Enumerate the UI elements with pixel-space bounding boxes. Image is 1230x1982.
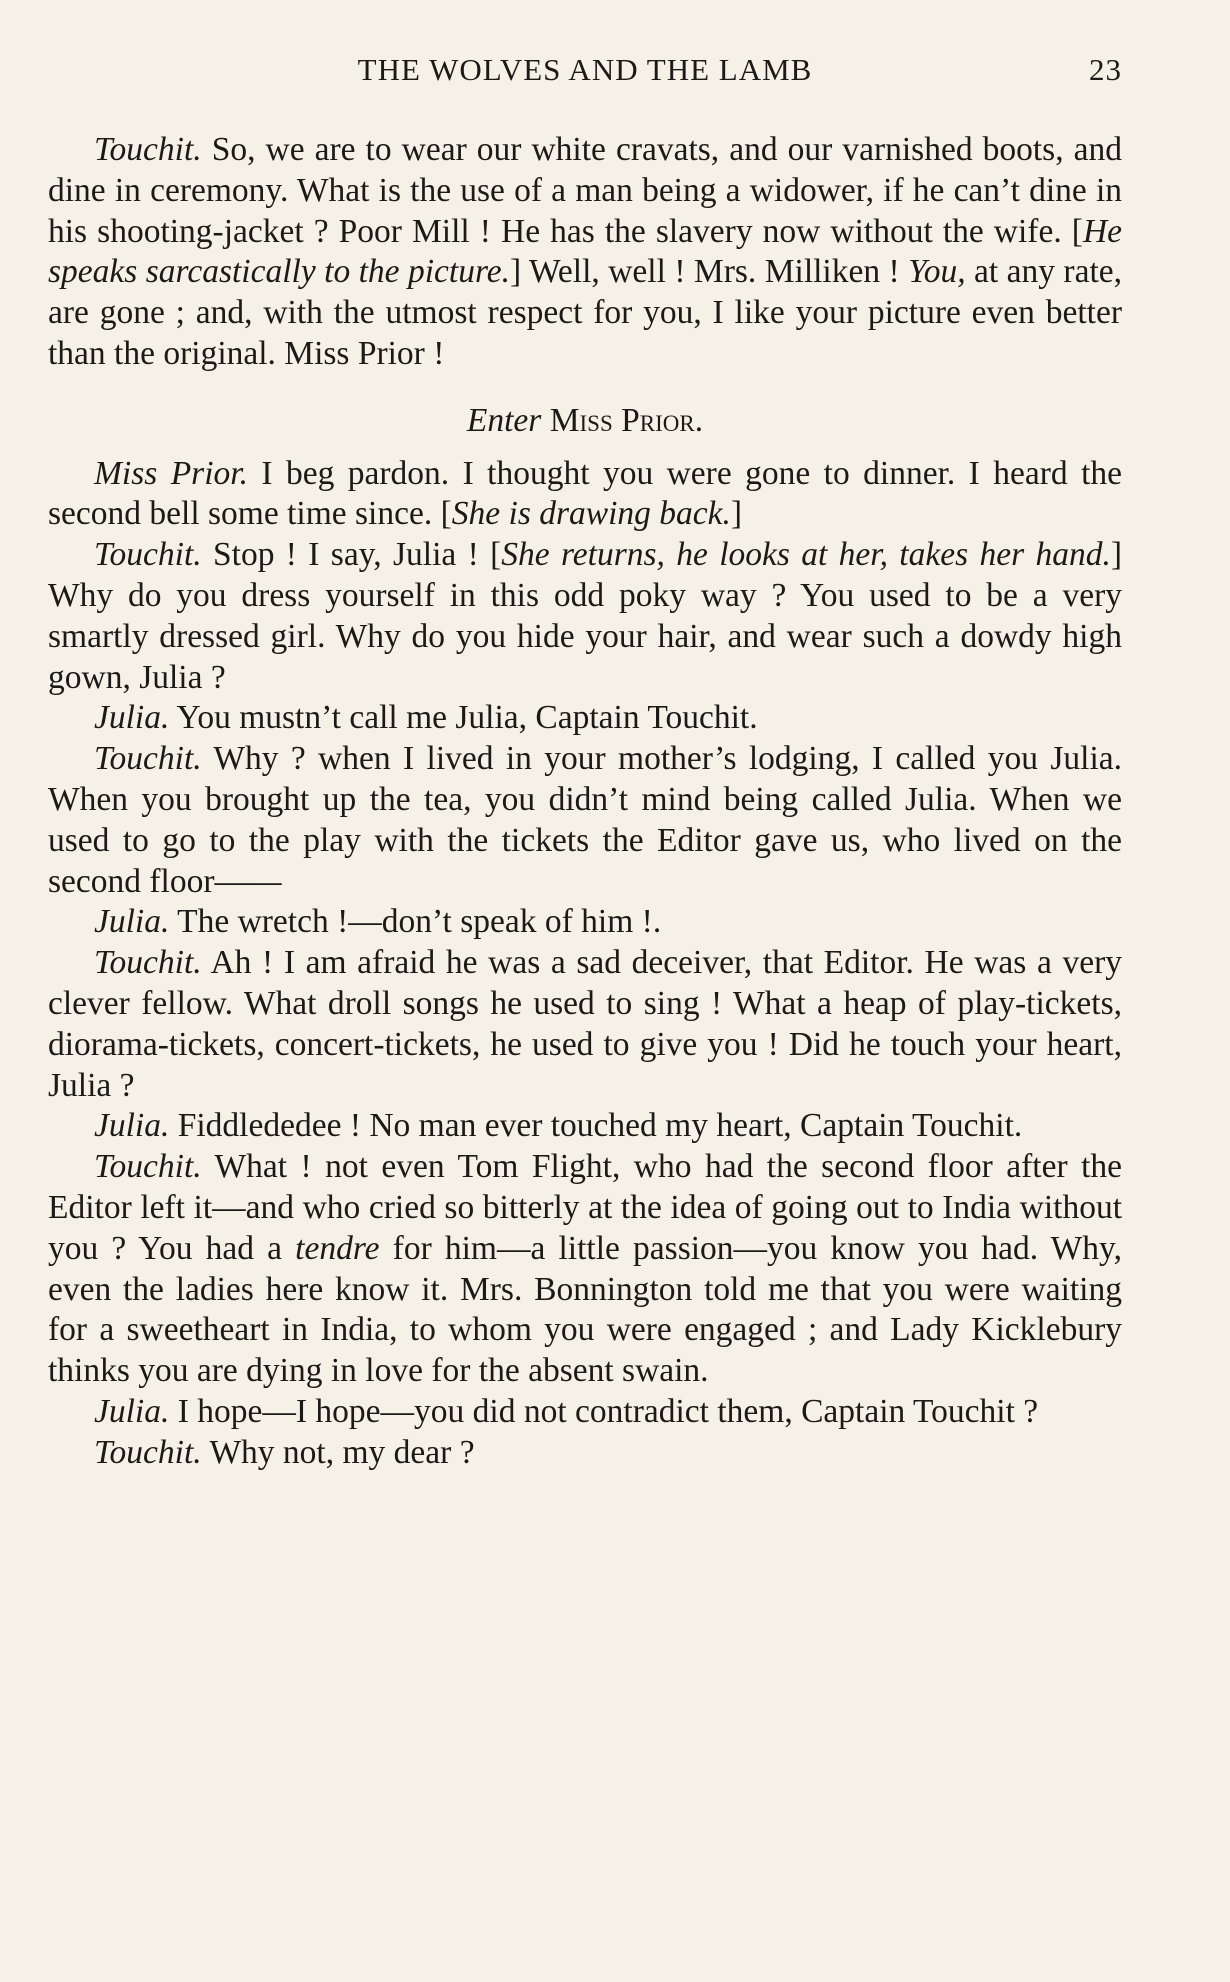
paragraph-touchit-1 — [48, 130, 1122, 375]
page-number: 23 — [1089, 52, 1122, 87]
paragraph-touchit-6 — [48, 1433, 1122, 1474]
paragraph-julia-4 — [48, 1392, 1122, 1433]
speaker-name: Touchit. — [94, 740, 202, 778]
dialogue-text: ] Why do you dress yourself in this odd poky way ? You used to be a very smartly dressed girl. Why do you hide your hair, and wear such a dowdy high gown, Julia ? — [48, 536, 1123, 696]
dialogue-text: ] — [730, 495, 743, 533]
dialogue-text: Ah ! I am afraid he was a sad deceiver, that Editor. He was a very clever fellow. What droll songs he used to sing ! What a heap of play-tickets, diorama-tickets, concert-tickets, he used to give you ! Did he touch your heart, Julia ? — [48, 944, 1122, 1104]
stage-direction: He speaks sarcastically to the picture. — [48, 212, 1122, 291]
paragraph-julia-3 — [48, 1106, 1122, 1147]
speaker-name: Touchit. — [94, 1148, 202, 1186]
speaker-name: Julia. — [94, 699, 170, 737]
speaker-name: Touchit. — [94, 944, 202, 982]
speaker-name: Touchit. — [94, 131, 202, 168]
entering-character: Miss Prior. — [541, 401, 704, 439]
speaker-name: Touchit. — [94, 1433, 202, 1471]
dialogue-text: at any rate, are gone ; and, with the utmost respect for you, I like your picture even better than the original. Miss Prior ! — [48, 253, 1123, 372]
dialogue-text: What ! not even Tom Flight, who had the second floor after the Editor left it—and who cried so bitterly at the idea of going out to India without you ? You had a — [48, 1148, 1122, 1267]
dialogue-text: I beg pardon. I thought you were gone to dinner. I heard the second bell some time since. [ — [48, 454, 1122, 533]
running-header — [48, 52, 1122, 102]
paragraph-touchit-4 — [48, 943, 1122, 1106]
paragraph-julia-2 — [48, 902, 1122, 943]
emphasis-text: You, — [908, 253, 966, 291]
dialogue-text: Why ? when I lived in your mother’s lodging, I called you Julia. When you brought up the tea, you didn’t mind being called Julia. When we used to go to the play with the tickets the Editor gave us, who lived on the second floor—— — [48, 740, 1122, 900]
enter-word: Enter — [466, 401, 542, 439]
running-title: THE WOLVES AND THE LAMB — [357, 52, 813, 87]
paragraph-touchit-5 — [48, 1147, 1122, 1392]
paragraph-miss-prior — [48, 454, 1122, 536]
dialogue-text: So, we are to wear our white cravats, and our varnished boots, and dine in ceremony. What is the use of a man being a widower, if he can’t dine in his shooting-jacket ? Poor Mill ! He has the slavery now without the wife. [ — [48, 131, 1122, 250]
dialogue-text: ] Well, well ! Mrs. Milliken ! — [510, 253, 909, 291]
speaker-name: Miss Prior. — [94, 454, 248, 492]
dialogue-text: Fiddlededee ! No man ever touched my heart, Captain Touchit. — [169, 1107, 1023, 1145]
dialogue-text: You mustn’t call me Julia, Captain Touchit. — [169, 699, 758, 737]
paragraph-touchit-2 — [48, 535, 1122, 698]
stage-direction: She returns, he looks at her, takes her hand. — [501, 536, 1111, 574]
dialogue-text: I hope—I hope—you did not contradict them, Captain Touchit ? — [169, 1392, 1039, 1430]
dialogue-text: Why not, my dear ? — [201, 1433, 475, 1471]
stage-direction-enter — [48, 401, 1122, 442]
dialogue-text: Stop ! I say, Julia ! [ — [201, 536, 502, 574]
speaker-name: Julia. — [94, 1107, 170, 1145]
speaker-name: Julia. — [94, 1392, 170, 1430]
paragraph-touchit-3 — [48, 739, 1122, 902]
speaker-name: Julia. — [94, 903, 170, 941]
emphasis-text: tendre — [295, 1229, 380, 1267]
speaker-name: Touchit. — [94, 536, 202, 574]
paragraph-julia-1 — [48, 698, 1122, 739]
page-body — [48, 130, 1122, 1474]
dialogue-text: for him—a little passion—you know you had. Why, even the ladies here know it. Mrs. Bonnington told me that you were waiting for a sweetheart in India, to whom you were engaged ; and Lady Kicklebury thinks you are dying in love for the absent swain. — [48, 1229, 1123, 1390]
dialogue-text: The wretch !—don’t speak of him !. — [169, 903, 662, 941]
stage-direction: She is drawing back. — [451, 495, 731, 533]
